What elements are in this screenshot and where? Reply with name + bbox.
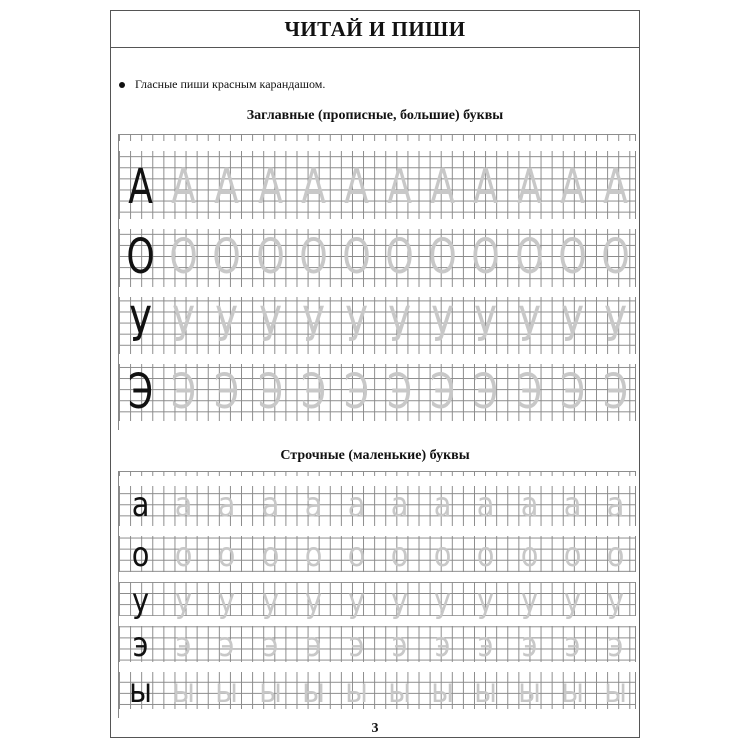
- trace-letter[interactable]: А: [171, 159, 197, 215]
- trace-letter[interactable]: У: [388, 297, 411, 353]
- trace-letter[interactable]: А: [430, 159, 456, 215]
- sample-letter: а: [131, 485, 150, 525]
- trace-letter[interactable]: ы: [431, 671, 455, 711]
- trace-letter[interactable]: Э: [171, 364, 197, 420]
- uppercase-heading: Заглавные (прописные, большие) буквы: [246, 108, 504, 123]
- trace-letter[interactable]: э: [478, 625, 494, 665]
- trace-letter[interactable]: а: [520, 485, 538, 525]
- trace-letter[interactable]: о: [174, 535, 193, 575]
- trace-letter[interactable]: о: [261, 535, 279, 575]
- trace-letter[interactable]: А: [473, 159, 499, 215]
- trace-letter[interactable]: э: [521, 625, 538, 665]
- trace-letter[interactable]: а: [606, 485, 625, 525]
- trace-letter[interactable]: О: [299, 229, 328, 285]
- trace-letter[interactable]: э: [391, 625, 408, 665]
- trace-letter[interactable]: О: [255, 229, 285, 285]
- trace-letter[interactable]: А: [257, 159, 283, 215]
- trace-letter[interactable]: а: [218, 485, 236, 525]
- trace-letter[interactable]: э: [262, 625, 279, 665]
- trace-letter[interactable]: у: [261, 581, 279, 621]
- lowercase-heading: Строчные (маленькие) буквы: [280, 448, 470, 463]
- trace-letter[interactable]: ы: [474, 671, 498, 711]
- letter-row: [119, 483, 637, 527]
- trace-letter[interactable]: У: [215, 297, 238, 353]
- trace-letter[interactable]: о: [606, 535, 625, 575]
- trace-letter[interactable]: а: [433, 485, 452, 525]
- trace-letter[interactable]: ы: [604, 671, 627, 711]
- trace-letter[interactable]: А: [516, 159, 542, 215]
- trace-letter[interactable]: а: [174, 485, 193, 525]
- letter-row: [119, 156, 637, 218]
- sample-letter: у: [132, 581, 150, 621]
- letter-row: [119, 294, 637, 356]
- trace-letter[interactable]: у: [391, 581, 409, 621]
- trace-letter[interactable]: У: [302, 297, 325, 353]
- trace-letter[interactable]: О: [212, 229, 242, 285]
- trace-letter[interactable]: А: [387, 159, 412, 215]
- sample-letter: У: [129, 297, 152, 353]
- trace-letter[interactable]: О: [514, 229, 544, 285]
- trace-letter[interactable]: а: [563, 485, 582, 525]
- trace-letter[interactable]: Э: [559, 364, 585, 420]
- trace-letter[interactable]: э: [348, 625, 365, 665]
- sample-letter: э: [132, 625, 149, 665]
- trace-letter[interactable]: А: [300, 159, 326, 215]
- bullet-icon: [119, 82, 125, 88]
- trace-letter[interactable]: у: [563, 581, 581, 621]
- page-number: 3: [371, 721, 379, 736]
- instruction: [119, 77, 325, 92]
- instruction-text: Гласные пиши красным карандашом.: [135, 77, 326, 91]
- trace-letter[interactable]: О: [471, 229, 501, 285]
- trace-letter[interactable]: А: [603, 159, 628, 215]
- trace-letter[interactable]: у: [218, 581, 236, 621]
- sample-letter: О: [126, 229, 155, 285]
- trace-letter[interactable]: У: [431, 297, 454, 353]
- trace-letter[interactable]: а: [390, 485, 409, 525]
- trace-letter[interactable]: А: [559, 159, 585, 215]
- trace-letter[interactable]: э: [434, 625, 451, 665]
- trace-letter[interactable]: Э: [214, 364, 240, 420]
- trace-letter[interactable]: о: [390, 535, 409, 575]
- trace-letter[interactable]: У: [172, 297, 195, 353]
- lowercase-grid: [118, 471, 636, 718]
- trace-letter[interactable]: о: [304, 535, 323, 575]
- trace-letter[interactable]: У: [518, 297, 541, 353]
- trace-letter[interactable]: а: [304, 485, 323, 525]
- letter-row: [119, 533, 637, 577]
- trace-letter[interactable]: ы: [388, 671, 412, 711]
- trace-letter[interactable]: э: [564, 625, 581, 665]
- trace-letter[interactable]: ы: [345, 671, 368, 711]
- trace-letter[interactable]: э: [175, 625, 192, 665]
- trace-letter[interactable]: О: [169, 229, 198, 285]
- sample-letter: о: [131, 535, 150, 575]
- trace-letter[interactable]: Э: [343, 364, 370, 420]
- trace-letter[interactable]: у: [520, 581, 538, 621]
- trace-letter[interactable]: у: [175, 581, 193, 621]
- trace-letter[interactable]: Э: [257, 364, 283, 420]
- sample-letter: А: [128, 159, 153, 215]
- trace-letter[interactable]: Э: [473, 364, 499, 420]
- worksheet-page: [110, 10, 640, 738]
- trace-letter[interactable]: А: [344, 159, 369, 215]
- sample-letter: ы: [129, 671, 153, 711]
- row-gap: [119, 141, 637, 151]
- trace-letter[interactable]: ы: [517, 671, 541, 711]
- letter-row: [119, 361, 637, 423]
- trace-letter[interactable]: э: [607, 625, 624, 665]
- title-box: [111, 11, 639, 48]
- trace-letter[interactable]: Э: [387, 364, 413, 420]
- letter-row: [119, 579, 637, 623]
- trace-letter[interactable]: Э: [300, 364, 326, 420]
- trace-letter[interactable]: а: [477, 485, 495, 525]
- trace-letter[interactable]: У: [561, 297, 584, 353]
- trace-letter[interactable]: а: [347, 485, 366, 525]
- trace-letter[interactable]: Э: [602, 364, 629, 420]
- trace-letter[interactable]: у: [477, 581, 495, 621]
- trace-letter[interactable]: Э: [430, 364, 456, 420]
- letter-row: [119, 669, 637, 713]
- trace-letter[interactable]: о: [563, 535, 582, 575]
- trace-letter[interactable]: у: [434, 581, 452, 621]
- trace-letter[interactable]: э: [305, 625, 322, 665]
- trace-letter[interactable]: У: [345, 297, 368, 353]
- trace-letter[interactable]: у: [347, 581, 365, 621]
- trace-letter[interactable]: У: [604, 297, 627, 353]
- trace-letter[interactable]: О: [385, 229, 414, 285]
- trace-letter[interactable]: Э: [516, 364, 542, 420]
- letter-row: [119, 226, 637, 288]
- trace-letter[interactable]: О: [558, 229, 587, 285]
- trace-letter[interactable]: У: [259, 297, 282, 353]
- trace-letter[interactable]: О: [342, 229, 371, 285]
- letter-row: [119, 623, 637, 667]
- trace-letter[interactable]: о: [477, 535, 495, 575]
- trace-letter[interactable]: О: [428, 229, 457, 285]
- uppercase-grid: [118, 134, 636, 430]
- trace-letter[interactable]: ы: [258, 671, 282, 711]
- trace-letter[interactable]: ы: [172, 671, 196, 711]
- trace-letter[interactable]: а: [261, 485, 279, 525]
- trace-letter[interactable]: о: [520, 535, 538, 575]
- sample-letter: Э: [128, 364, 154, 420]
- trace-letter[interactable]: о: [347, 535, 366, 575]
- trace-letter[interactable]: э: [218, 625, 235, 665]
- trace-letter[interactable]: у: [304, 581, 322, 621]
- trace-letter[interactable]: О: [601, 229, 630, 285]
- trace-letter[interactable]: у: [606, 581, 625, 621]
- trace-letter[interactable]: о: [433, 535, 452, 575]
- trace-letter[interactable]: ы: [301, 671, 325, 711]
- trace-letter[interactable]: У: [474, 297, 497, 353]
- trace-letter[interactable]: ы: [560, 671, 584, 711]
- page-title: ЧИТАЙ И ПИШИ: [284, 16, 466, 41]
- trace-letter[interactable]: А: [214, 159, 240, 215]
- trace-letter[interactable]: о: [218, 535, 236, 575]
- trace-letter[interactable]: ы: [215, 671, 239, 711]
